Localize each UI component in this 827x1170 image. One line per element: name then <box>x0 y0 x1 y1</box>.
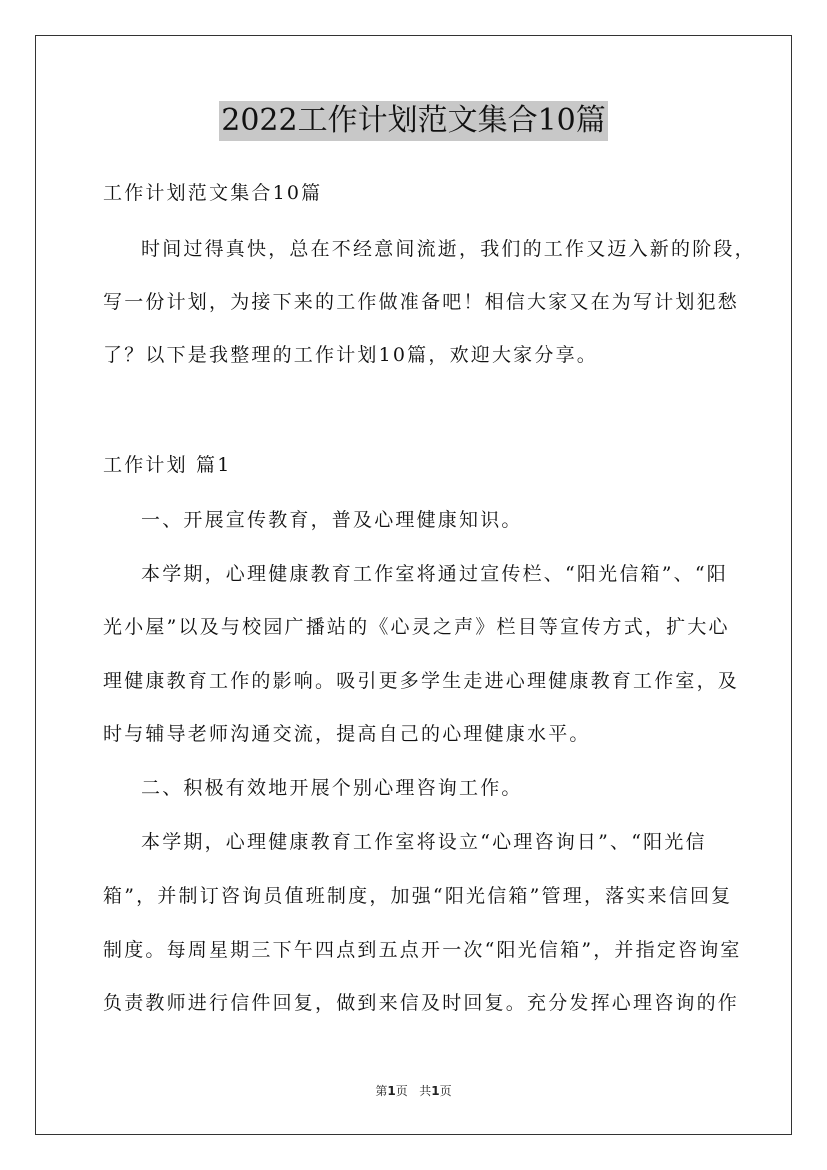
document-subtitle: 工作计划范文集合10篇 <box>103 182 323 204</box>
point2-heading: 二、积极有效地开展个别心理咨询工作。 <box>141 777 523 799</box>
document-title: 2022工作计划范文集合10篇 <box>219 101 608 141</box>
point1-line-3: 理健康教育工作的影响。吸引更多学生走进心理健康教育工作室，及 <box>103 670 740 692</box>
footer-page-number: 1 <box>387 1084 396 1098</box>
point2-line-1: 本学期，心理健康教育工作室将设立“心理咨询日”、“阳光信 <box>141 831 707 853</box>
point1-line-4: 时与辅导老师沟通交流，提高自己的心理健康水平。 <box>103 723 591 745</box>
footer-page-suffix: 页 <box>395 1084 408 1098</box>
point2-line-4: 负责教师进行信件回复，做到来信及时回复。充分发挥心理咨询的作 <box>103 992 740 1014</box>
point1-line-1: 本学期，心理健康教育工作室将通过宣传栏、“阳光信箱”、“阳 <box>141 563 728 585</box>
intro-line-2: 写一份计划，为接下来的工作做准备吧！相信大家又在为写计划犯愁 <box>103 291 740 313</box>
point1-line-2: 光小屋”以及与校园广播站的《心灵之声》栏目等宣传方式，扩大心 <box>103 616 730 638</box>
title-container <box>0 101 827 141</box>
point2-line-2: 箱”，并制订咨询员值班制度，加强“阳光信箱”管理，落实来信回复 <box>103 885 733 907</box>
intro-line-1: 时间过得真快，总在不经意间流逝，我们的工作又迈入新的阶段， <box>141 238 756 260</box>
point1-heading: 一、开展宣传教育，普及心理健康知识。 <box>141 509 523 531</box>
footer-page-prefix: 第 <box>375 1084 388 1098</box>
section-heading: 工作计划 篇1 <box>103 454 232 476</box>
footer-total-prefix: 共 <box>419 1084 432 1098</box>
footer-total-number: 1 <box>431 1084 440 1098</box>
intro-line-3: 了？以下是我整理的工作计划10篇，欢迎大家分享。 <box>103 344 598 366</box>
footer-total-suffix: 页 <box>439 1084 452 1098</box>
point2-line-3: 制度。每周星期三下午四点到五点开一次“阳光信箱”，并指定咨询室 <box>103 939 742 961</box>
page-footer <box>0 1083 827 1099</box>
